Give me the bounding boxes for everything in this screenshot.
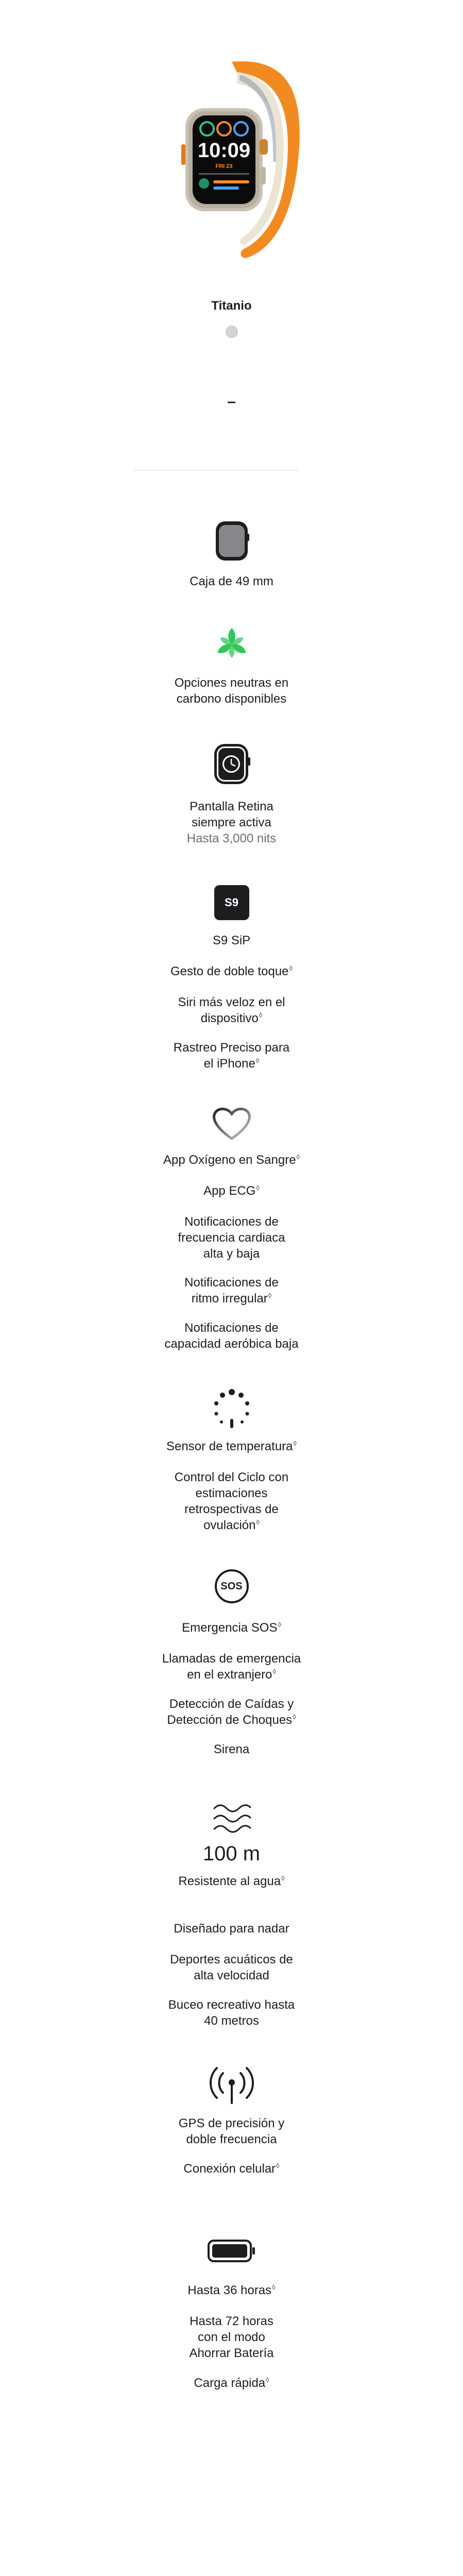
footnote-marker[interactable]: ◊ (296, 1153, 300, 1161)
product-image (0, 52, 463, 268)
cycle-tracking: Control del Ciclo con estimaciones retrospectivas de ovulación◊ (174, 1470, 289, 1532)
water-depth: 100 m (202, 1842, 261, 1865)
footnote-marker[interactable]: ◊ (276, 2162, 280, 2170)
chip-feature-double-tap: Gesto de doble toque◊ (170, 964, 293, 978)
footnote-marker[interactable]: ◊ (266, 2376, 269, 2384)
water-waves-icon (0, 1803, 463, 1835)
footnote-marker[interactable]: ◊ (278, 1621, 281, 1629)
water-recreational-diving: Buceo recreativo hasta 40 metros (168, 1998, 295, 2028)
battery-72-hours-low-power: Hasta 72 horas con el modo Ahorrar Batería (189, 2314, 274, 2360)
display-line-1: Pantalla Retina (190, 800, 273, 814)
s9-chip-icon (214, 885, 249, 920)
footnote-marker[interactable]: ◊ (289, 964, 293, 972)
temperature-sensing-icon (0, 1388, 463, 1429)
connectivity-cellular: Conexión celular◊ (183, 2162, 280, 2176)
footnote-marker[interactable]: ◊ (259, 1011, 263, 1019)
cellular-antenna-icon (0, 2066, 463, 2104)
safety-international-calling: Llamadas de emergencia en el extranjero◊ (162, 1652, 301, 1682)
safety-siren: Sirena (213, 1742, 250, 1756)
connectivity-gps: GPS de precisión y doble frecuencia (178, 2116, 285, 2146)
footnote-marker[interactable]: ◊ (293, 1439, 297, 1447)
display-line-2: siempre activa (192, 816, 271, 829)
chip-name: S9 SiP (212, 934, 251, 947)
finish-label: Titanio (211, 299, 252, 313)
footnote-marker[interactable]: ◊ (268, 1292, 272, 1299)
health-blood-oxygen: App Oxígeno en Sangre◊ (163, 1153, 300, 1167)
safety-emergency-sos: Emergencia SOS◊ (182, 1621, 281, 1635)
health-heart-rate-notifications: Notificaciones de frecuencia cardiaca alta y baja (178, 1215, 285, 1261)
footnote-marker[interactable]: ◊ (281, 1874, 285, 1882)
watch-case-icon (0, 520, 463, 562)
sos-icon-text: SOS (220, 1580, 243, 1592)
battery-icon (0, 2239, 463, 2263)
always-on-display-icon (0, 742, 463, 786)
chip-feature-precision-finding: Rastreo Preciso para el iPhone◊ (173, 1041, 290, 1071)
chip-badge-text: S9 (225, 896, 238, 909)
carbon-line-1: Opciones neutras en (174, 676, 289, 690)
apple-watch-ultra-image (155, 52, 309, 268)
footnote-marker[interactable]: ◊ (272, 2283, 276, 2291)
battery-36-hours: Hasta 36 horas◊ (187, 2283, 276, 2297)
heart-icon (0, 1106, 463, 1142)
chip-feature-siri: Siri más veloz en el dispositivo◊ (178, 995, 285, 1025)
battery-fast-charge: Carga rápida◊ (194, 2376, 269, 2390)
health-low-cardio-fitness: Notificaciones de capacidad aeróbica baja (164, 1321, 299, 1351)
health-irregular-rhythm: Notificaciones de ritmo irregular◊ (184, 1276, 279, 1306)
footnote-marker[interactable]: ◊ (272, 1668, 276, 1675)
water-high-speed-sports: Deportes acuáticos de alta velocidad (170, 1953, 293, 1982)
watch-face-time: 10:09 (197, 139, 250, 162)
temperature-sensor: Sensor de temperatura◊ (166, 1439, 297, 1453)
case-size-label: Caja de 49 mm (190, 574, 273, 588)
carbon-neutral-leaf-icon (0, 626, 463, 663)
safety-fall-crash-detection: Detección de Caídas y Detección de Choques◊ (167, 1697, 296, 1727)
footnote-marker[interactable]: ◊ (255, 1057, 260, 1064)
watch-face-date: FRI 23 (215, 163, 233, 170)
carbon-line-2: carbono disponibles (176, 692, 287, 706)
footnote-marker[interactable]: ◊ (256, 1184, 260, 1192)
footnote-marker[interactable]: ◊ (293, 1713, 296, 1721)
water-swim-proof: Diseñado para nadar (174, 1922, 289, 1936)
price-placeholder: – (227, 393, 236, 410)
display-brightness: Hasta 3,000 nits (186, 832, 277, 845)
sos-icon (215, 1569, 249, 1603)
health-ecg: App ECG◊ (203, 1184, 260, 1198)
footnote-marker[interactable]: ◊ (256, 1518, 260, 1526)
color-swatch-titanio[interactable] (226, 326, 238, 338)
water-resistant: Resistente al agua◊ (178, 1874, 285, 1888)
